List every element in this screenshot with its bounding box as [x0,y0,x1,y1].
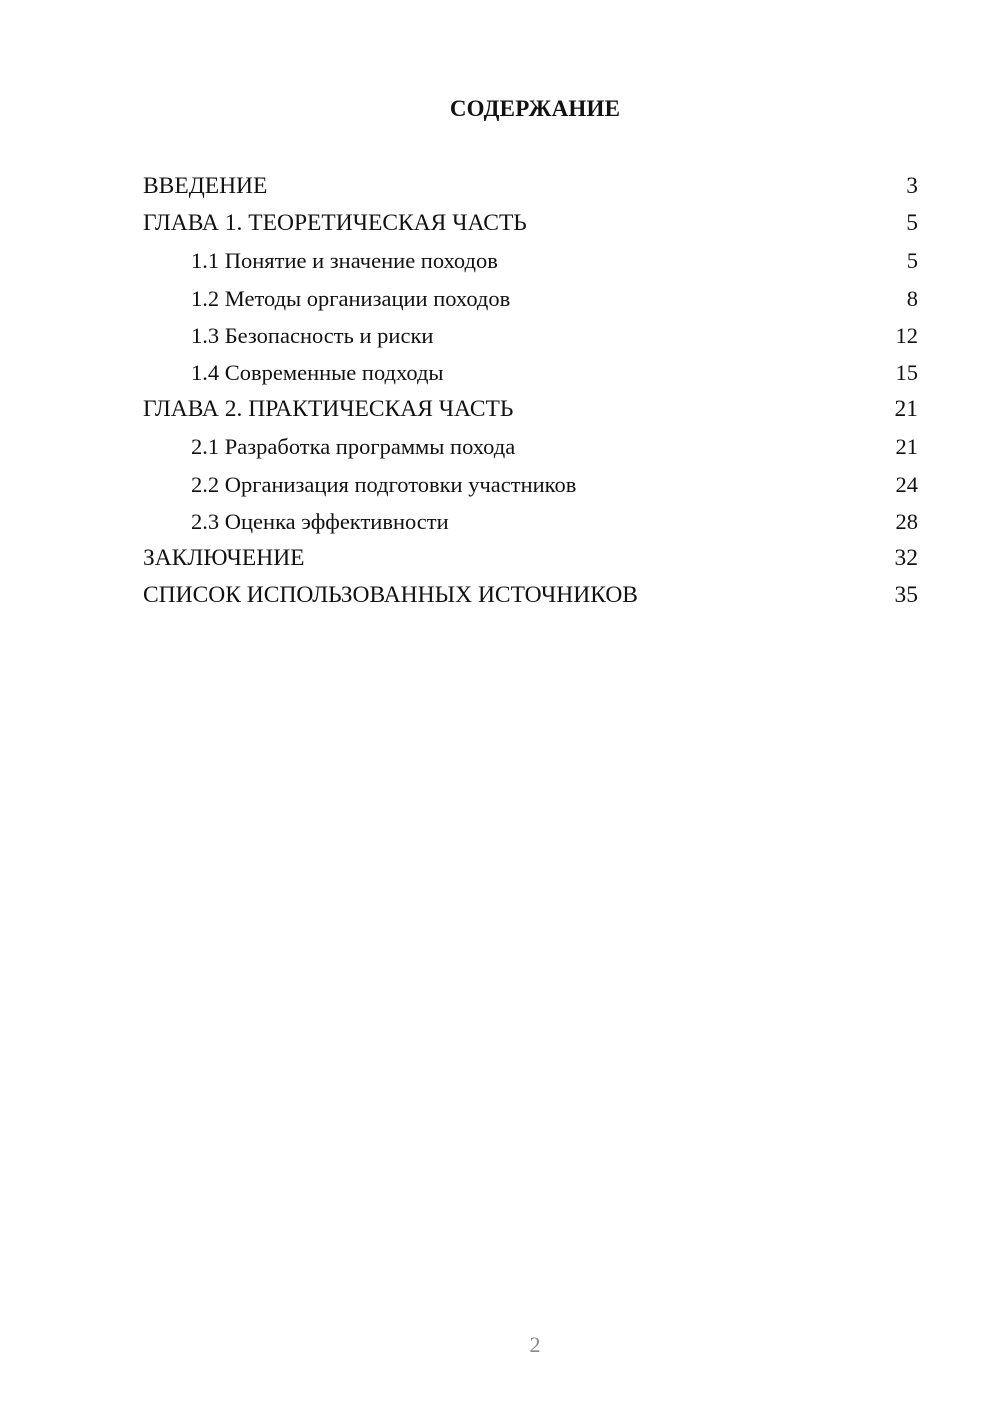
toc-entry-page-number: 35 [894,582,918,609]
toc-section-entry [143,168,918,205]
toc-entry-page-number: 21 [895,434,918,460]
toc-section-entry [143,540,918,577]
toc-subsection-entry [143,503,918,540]
toc-entry-page-number: 24 [895,471,918,497]
toc-entry-page-number: 21 [894,396,918,423]
toc-entry-page-number: 32 [894,544,918,571]
page-number: 2 [529,1332,541,1357]
table-of-contents [143,168,918,614]
page-title: СОДЕРЖАНИЕ [449,96,621,121]
toc-entry-page-number: 15 [895,359,918,385]
toc-subsection-entry [143,280,918,317]
toc-subsection-entry [143,242,918,279]
toc-section-entry [143,391,918,428]
toc-entry-label: ГЛАВА 2. ПРАКТИЧЕСКАЯ ЧАСТЬ [143,396,514,423]
toc-entry-label: 1.2 Методы организации походов [191,285,511,311]
toc-entry-label: ЗАКЛЮЧЕНИЕ [143,544,305,571]
toc-entry-label: 1.1 Понятие и значение походов [191,248,498,274]
toc-section-entry [143,205,918,242]
toc-section-entry [143,577,918,614]
toc-subsection-entry [143,354,918,391]
toc-entry-label: ВВЕДЕНИЕ [143,173,268,199]
toc-entry-label: 2.2 Организация подготовки участников [191,471,577,497]
toc-entry-label: 1.3 Безопасность и риски [191,322,434,348]
toc-entry-page-number: 3 [906,173,918,199]
toc-subsection-entry [143,428,918,465]
toc-entry-label: СПИСОК ИСПОЛЬЗОВАННЫХ ИСТОЧНИКОВ [143,582,638,609]
toc-entry-page-number: 5 [906,210,918,237]
toc-entry-page-number: 5 [906,248,918,274]
toc-entry-page-number: 8 [906,285,918,311]
toc-entry-label: ГЛАВА 1. ТЕОРЕТИЧЕСКАЯ ЧАСТЬ [143,210,527,237]
toc-subsection-entry [143,466,918,503]
toc-entry-label: 1.4 Современные подходы [191,359,444,385]
toc-subsection-entry [143,317,918,354]
toc-entry-label: 2.1 Разработка программы похода [191,434,516,460]
toc-entry-page-number: 12 [895,322,918,348]
toc-entry-page-number: 28 [895,508,918,534]
toc-entry-label: 2.3 Оценка эффективности [191,508,449,534]
